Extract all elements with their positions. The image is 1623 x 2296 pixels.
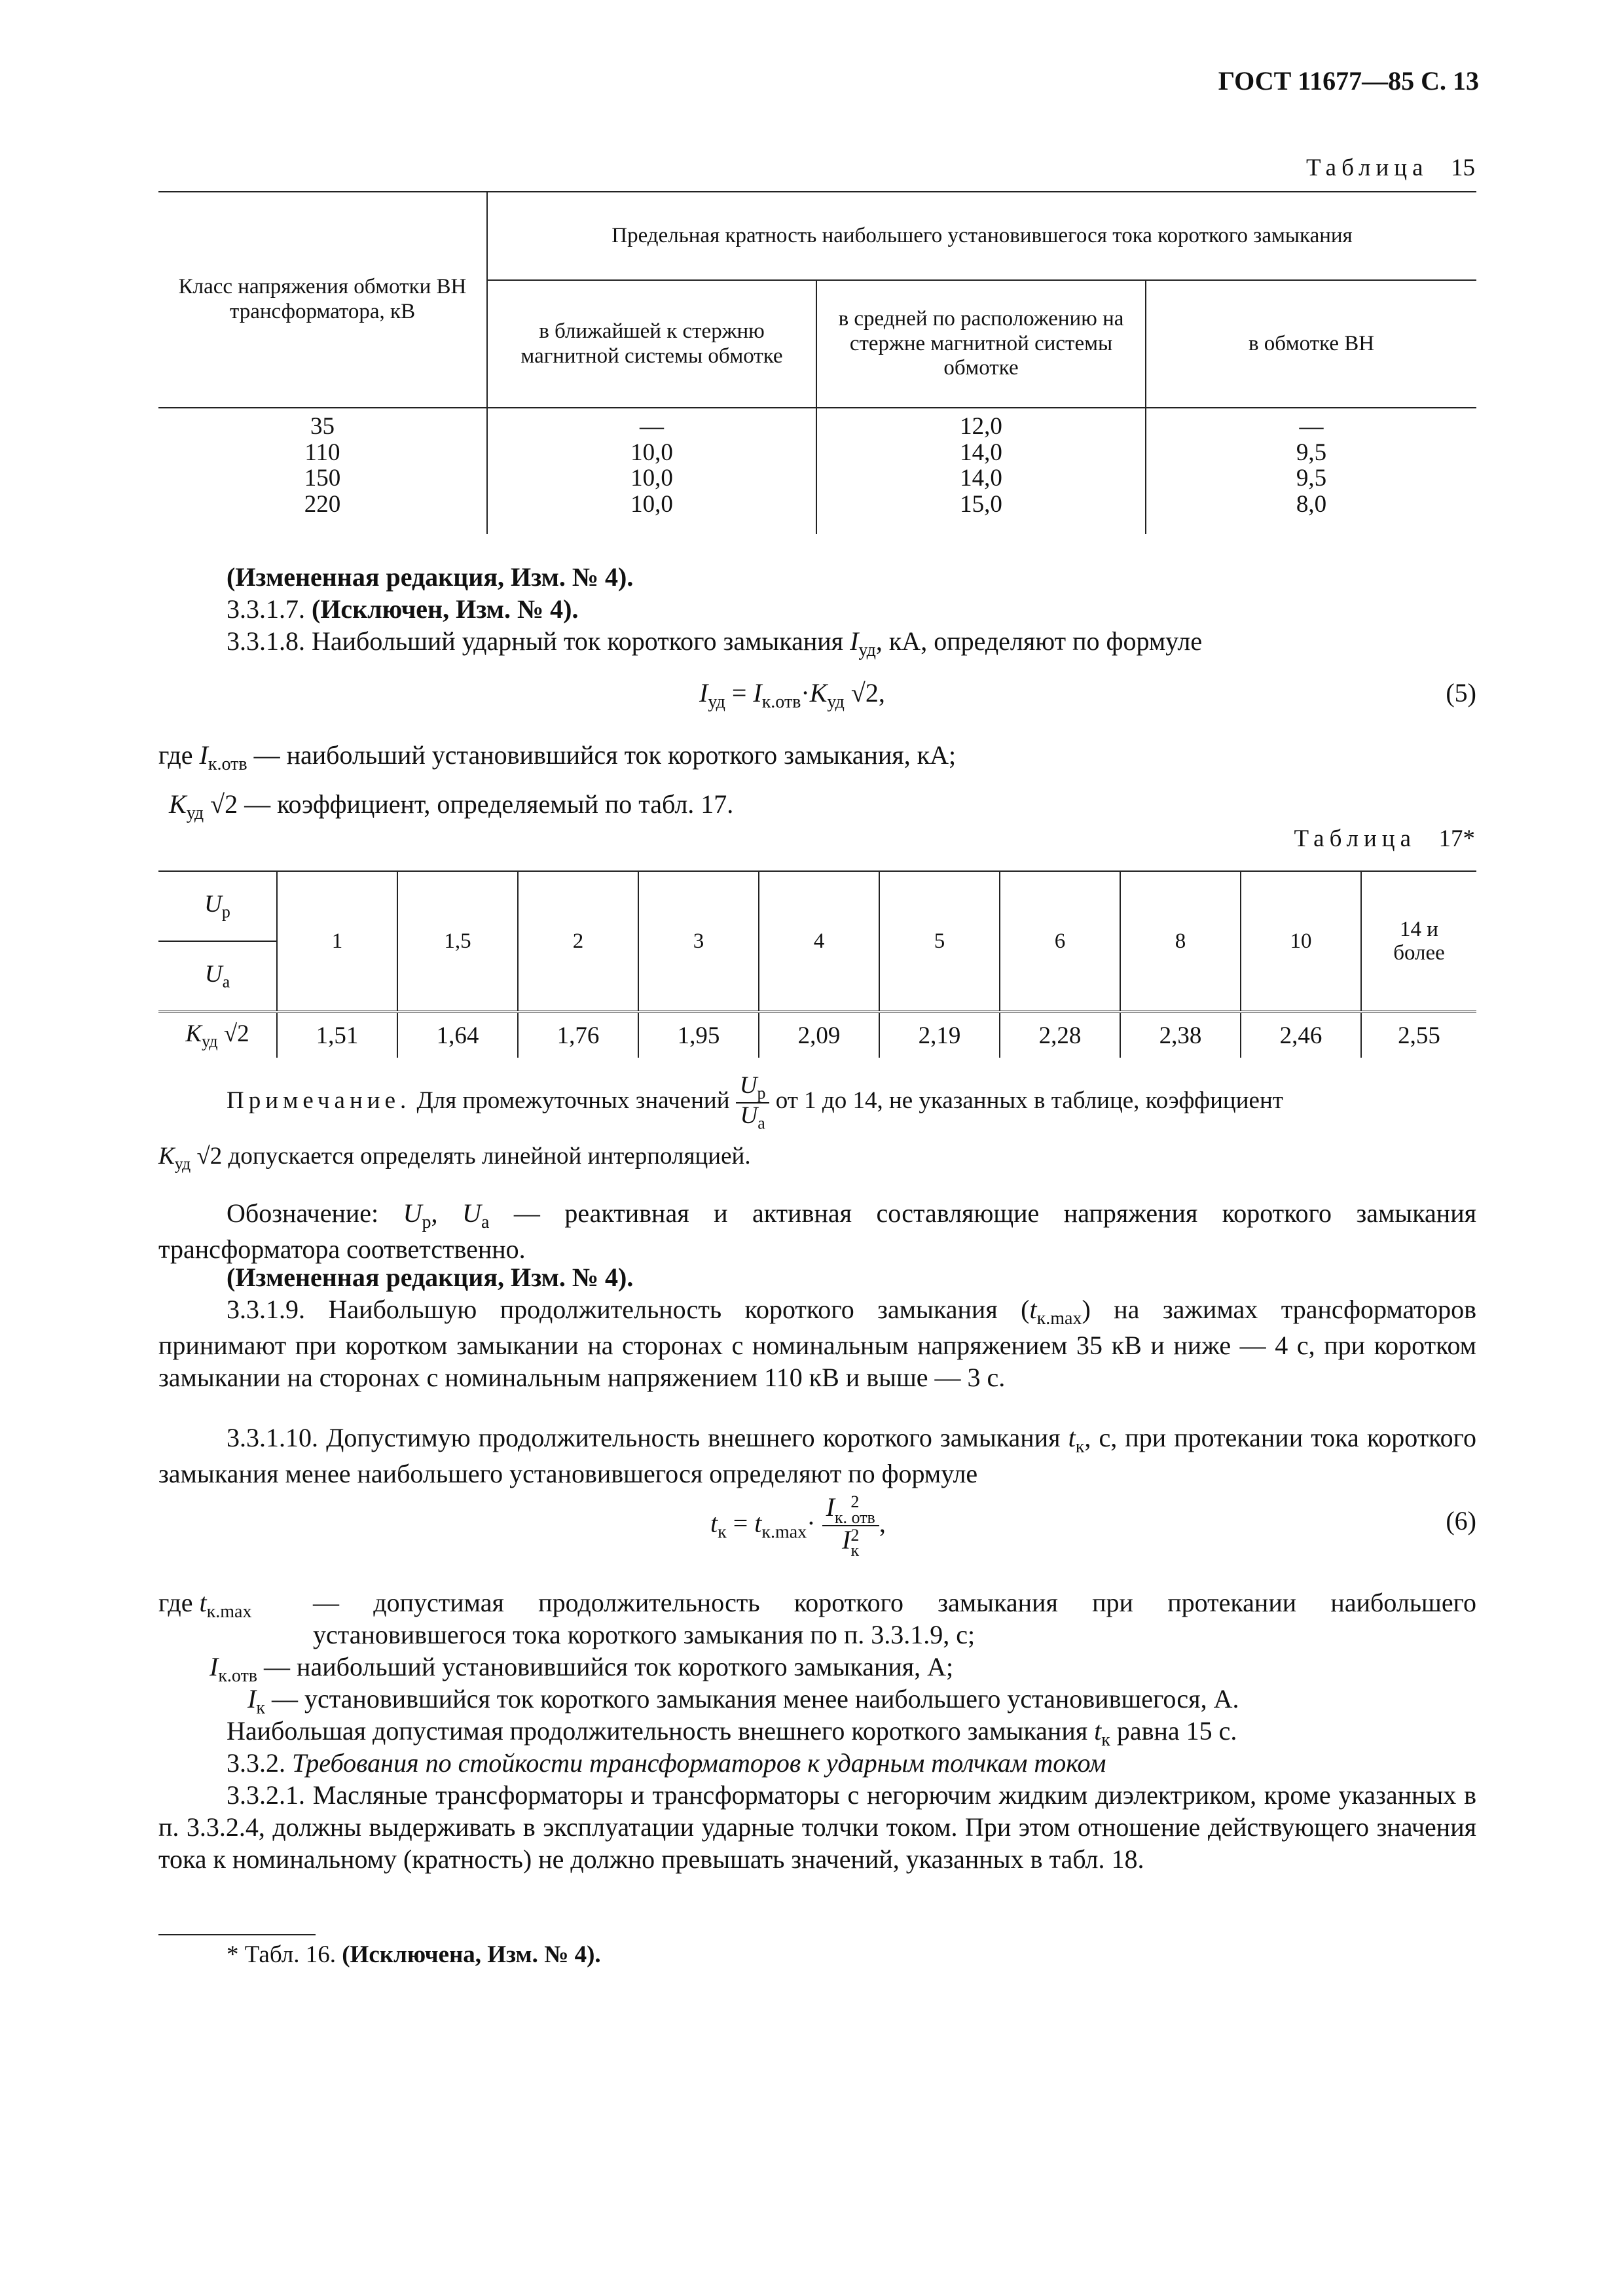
t17-kvalue: 1,51 xyxy=(277,1012,397,1058)
t15-cell: 12,0 xyxy=(960,413,1002,440)
equation-5: $I_{уд} = I_{к.отв}\cdot K_{уд}$ √2, xyxy=(699,678,885,712)
t17-ratio: 5 xyxy=(879,871,1000,1012)
t15-cell: 10,0 xyxy=(630,490,673,518)
t17-kvalue: 1,76 xyxy=(518,1012,638,1058)
t15-col-hv xyxy=(1146,408,1476,534)
t17-kvalue: 2,38 xyxy=(1120,1012,1241,1058)
t15-sub-header-hv: в обмотке ВН xyxy=(1146,280,1476,408)
t17-kvalue: 1,64 xyxy=(397,1012,518,1058)
t15-cell: 8,0 xyxy=(1296,490,1327,518)
table17-caption: Таблица 17* xyxy=(1294,825,1475,852)
t17-ratio: 8 xyxy=(1120,871,1241,1012)
where-t-kmax: где $t_{к.max}$ xyxy=(158,1588,252,1622)
t15-cell: 220 xyxy=(304,490,341,518)
t17-kvalue: 2,19 xyxy=(879,1012,1000,1058)
t17-k-label: $K_{уд}$ √2 xyxy=(158,1012,277,1058)
clause-3321: 3.3.2.1. Масляные трансформаторы и трансформаторы с негорючим жидким диэлектриком, кроме указанных в п. 3.3.2.4, должны выдерживать в эксплуатации ударные толчки током. При этом отношение действующего значения тока к номинальному (кратность) не должно превышать значений, указанных в табл. 18. xyxy=(158,1780,1476,1874)
table-15 xyxy=(158,191,1476,534)
t15-cell: — xyxy=(1299,413,1324,440)
clause-33110: 3.3.1.10. Допустимую продолжительность внешнего короткого замыкания $t_к$, с, при протекании тока короткого замыкания менее наибольшего установившегося определяют по формуле xyxy=(158,1423,1476,1489)
t17-ratio: 1,5 xyxy=(397,871,518,1012)
t15-col-middle xyxy=(816,408,1146,534)
t15-cell: 150 xyxy=(304,465,341,492)
designation-paragraph: Обозначение: $U_р$, $U_а$ — реактивная и активная составляющие напряжения короткого замыкания трансформатора соответственно. xyxy=(158,1198,1477,1265)
t15-cell: — xyxy=(640,413,664,440)
changed-note-2: (Измененная редакция, Изм. № 4). xyxy=(227,1263,634,1292)
t17-kvalue: 2,28 xyxy=(1000,1012,1120,1058)
changed-note-1: (Измененная редакция, Изм. № 4). xyxy=(227,562,634,592)
t17-ratio: 3 xyxy=(638,871,759,1012)
where-i-kotv: где $I_{к.отв}$ — наибольший установившийся ток короткого замыкания, кА; xyxy=(158,740,957,774)
t15-cell: 9,5 xyxy=(1296,439,1327,466)
clause-332: 3.3.2. Требования по стойкости трансформаторов к ударным толчкам током xyxy=(227,1748,1106,1778)
t17-ua-label: $U_а$ xyxy=(204,961,230,992)
t15-cell: 9,5 xyxy=(1296,465,1327,492)
table-17 xyxy=(158,870,1476,1058)
eq6-fraction: I 2 к. отв I 2 к xyxy=(822,1494,879,1558)
t15-cell: 35 xyxy=(310,413,335,440)
max-duration-paragraph: Наибольшая допустимая продолжительность внешнего короткого замыкания $t_к$ равна 15 с. xyxy=(227,1716,1237,1750)
t15-group-header: Предельная кратность наибольшего установившегося тока короткого замыкания xyxy=(487,192,1476,280)
t15-cell: 10,0 xyxy=(630,465,673,492)
t15-cell: 15,0 xyxy=(960,490,1002,518)
equation-5-number: (5) xyxy=(1446,678,1476,708)
where-i-kotv-2: $I_{к.отв}$ — наибольший установившийся ток короткого замыкания, А; xyxy=(210,1652,954,1686)
t15-sub-header-nearest: в ближайшей к стержню магнитной системы обмотке xyxy=(487,280,816,408)
where-i-k: $I_к$ — установившийся ток короткого замыкания менее наибольшего установившегося, А. xyxy=(247,1684,1239,1718)
t17-ratio: 14 и более xyxy=(1361,871,1476,1012)
t17-kvalue: 2,09 xyxy=(759,1012,879,1058)
t17-ratio: 6 xyxy=(1000,871,1120,1012)
t17-kvalue: 1,95 xyxy=(638,1012,759,1058)
t17-ratio: 2 xyxy=(518,871,638,1012)
t15-col-nearest xyxy=(487,408,816,534)
page-header: ГОСТ 11677—85 С. 13 xyxy=(1218,66,1479,96)
t15-col-voltage xyxy=(158,408,487,534)
table15-caption: Таблица 15 xyxy=(1306,154,1475,181)
equation-6-number: (6) xyxy=(1446,1506,1476,1535)
clause-3318: 3.3.1.8. Наибольший ударный ток короткого замыкания $I_{уд}$, кА, определяют по формуле xyxy=(227,626,1203,660)
clause-3317: 3.3.1.7. (Исключен, Изм. № 4). xyxy=(227,594,579,624)
table17-note-cont: $K_{уд}$ √2 допускается определять линейной интерполяцией. xyxy=(158,1143,751,1174)
t15-cell: 14,0 xyxy=(960,465,1002,492)
t17-kvalue: 2,46 xyxy=(1241,1012,1361,1058)
footnote: * Табл. 16. (Исключена, Изм. № 4). xyxy=(227,1941,601,1968)
t17-ratio: 1 xyxy=(277,871,397,1012)
t15-cell: 14,0 xyxy=(960,439,1002,466)
clause-3319: 3.3.1.9. Наибольшую продолжительность короткого замыкания $(t_{к.max})$ на зажимах трансформаторов принимают при коротком замыкании на сторонах с номинальным напряжением 35 кВ и ниже — 4 с, при коротком замыкании на сторонах с номинальным напряжением 110 кВ и выше — 3 с. xyxy=(158,1295,1476,1392)
note-fraction: $\frac{U_р}{U_а}$ xyxy=(736,1073,770,1132)
t17-kvalue: 2,55 xyxy=(1361,1012,1476,1058)
t15-col1-header: Класс напряжения обмотки ВН трансформатора, кВ xyxy=(158,192,487,408)
where-t-kmax-text: — допустимая продолжительность короткого замыкания при протекании наибольшего установившегося тока короткого замыкания по п. 3.3.1.9, с; xyxy=(313,1588,1476,1649)
t17-up-label: $U_р$ xyxy=(158,871,277,941)
t15-cell: 10,0 xyxy=(630,439,673,466)
table17-note: Примечание. Для промежуточных значений $\frac{U_р}{U_а}$ от 1 до 14, не указанных в таблице, коэффициент xyxy=(227,1072,1283,1132)
t15-sub-header-middle: в средней по расположению на стержне магнитной системы обмотке xyxy=(816,280,1146,408)
t15-cell: 110 xyxy=(304,439,340,466)
where-k-ud: $K_{уд}$ √2 — коэффициент, определяемый по табл. 17. xyxy=(169,789,734,823)
equation-6: $t_к = t_{к.max}\cdot$ I 2 к. отв I 2 к , xyxy=(710,1492,886,1560)
footnote-divider xyxy=(158,1934,316,1935)
t17-ratio: 10 xyxy=(1241,871,1361,1012)
t17-ratio: 4 xyxy=(759,871,879,1012)
